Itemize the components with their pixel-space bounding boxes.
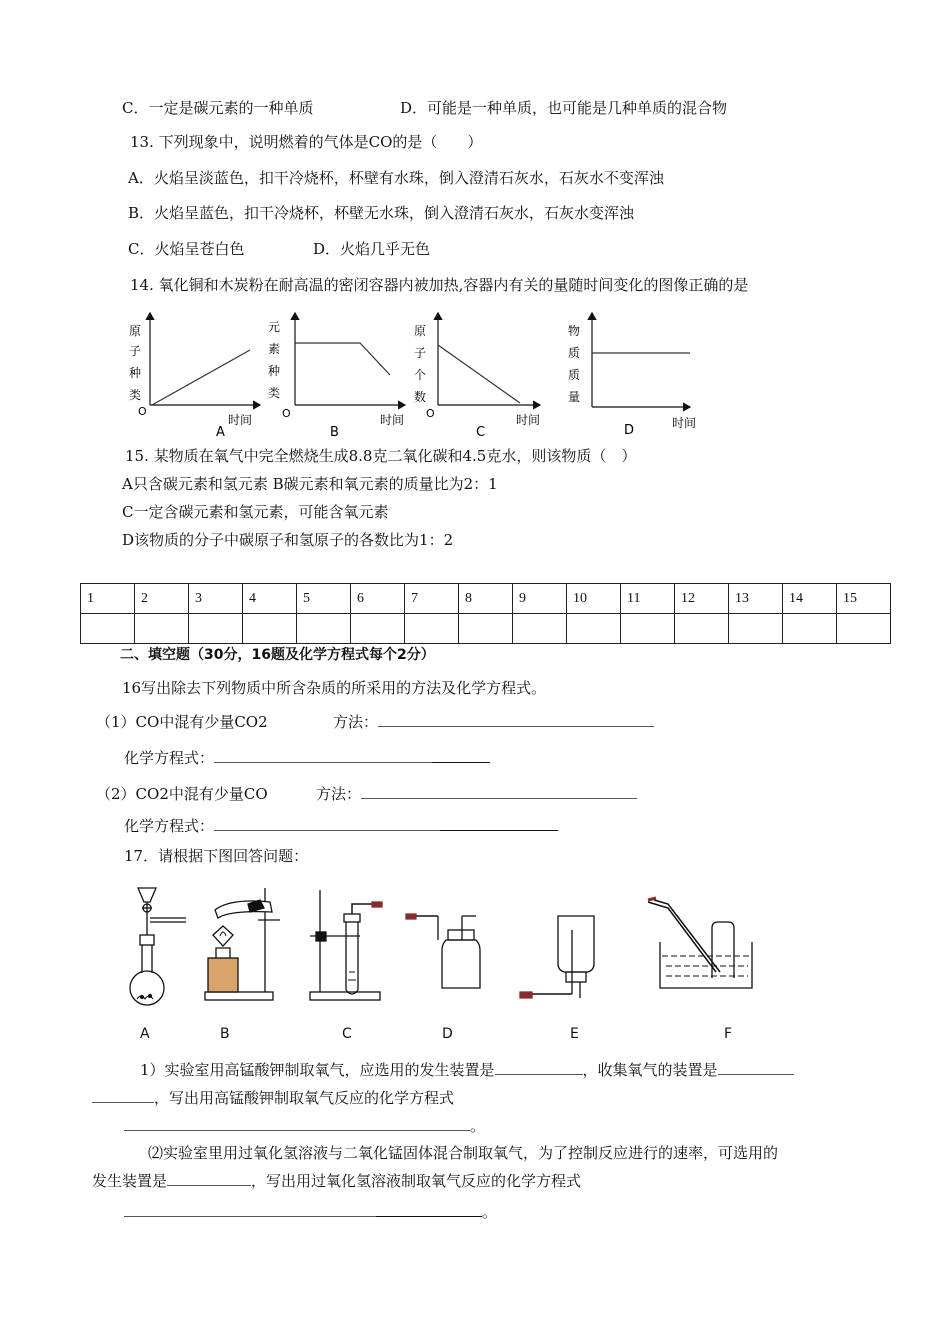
answer-cell[interactable] [81,614,135,644]
graph-d-y3: 质 [568,368,581,382]
q15-stem: 15. 某物质在氧气中完全燃烧生成8.8克二氧化碳和4.5克水，则该物质（ ） [125,447,637,465]
q15-option-ab: A只含碳元素和氢元素 B碳元素和氧元素的质量比为2：1 [122,475,498,493]
q13-option-b: B．火焰呈蓝色，扣干冷烧杯，杯壁无水珠，倒入澄清石灰水，石灰水变浑浊 [128,204,635,222]
q16-item1-equation-blank[interactable] [214,748,432,763]
q16-item2-equation-blank-ext[interactable] [440,816,558,831]
graph-c-y1: 原 [414,324,427,338]
graph-a-xlabel: 时间 [228,413,253,427]
graph-c-y3: 个 [414,368,427,382]
graph-d-label: D [624,423,635,438]
apparatus-label-a: A [140,1026,150,1042]
q16-item2-method [316,784,637,804]
q17-stem: 17．请根据下图回答问题： [124,847,309,865]
q17-p2-equation-blank[interactable] [124,1202,376,1217]
q16-item2-method-blank[interactable] [361,784,637,799]
q16-item1-equation-label: 化学方程式： [124,749,215,767]
q17-p2-c: ，写出用过氧化氢溶液制取氧气反应的化学方程式 [251,1172,582,1190]
q17-p2-generator-blank[interactable] [167,1171,251,1186]
answer-cell[interactable] [621,614,675,644]
q17-p1-line2 [92,1088,454,1108]
answer-cell[interactable] [837,614,891,644]
q13-option-d: D．火焰几乎无色 [313,240,431,258]
q14-graphs [120,305,720,445]
apparatus-d [406,914,480,988]
answer-header-cell: 12 [675,584,729,614]
apparatus-e [520,916,594,998]
section2-title: 二、填空题（30分，16题及化学方程式每个2分） [120,647,435,663]
answer-cell[interactable] [351,614,405,644]
graph-b-xlabel: 时间 [380,413,405,427]
apparatus-b [205,888,280,1000]
q16-item2-method-label: 方法： [316,785,362,803]
answer-cell[interactable] [405,614,459,644]
graph-b-y3: 种 [268,364,281,378]
q17-p2-a: ⑵实验室里用过氧化氢溶液与二氧化锰固体混合制取氧气，为了控制反应进行的速率，可选用的 [148,1144,779,1162]
answer-cell[interactable] [459,614,513,644]
graph-c-y2: 子 [414,346,427,360]
graph-a-origin: O [138,405,147,418]
graph-b-y1: 元 [268,320,281,334]
answer-cell[interactable] [675,614,729,644]
q13-option-c: C．火焰呈苍白色 [128,240,245,258]
graph-b-origin: O [282,407,291,420]
graph-d-xlabel: 时间 [672,416,697,430]
q17-p2-equation-blank-ext[interactable] [376,1202,482,1217]
q16-item1-method-label: 方法： [333,713,379,731]
answer-table-header-row [81,584,891,614]
q17-p1-c: ，写出用高锰酸钾制取氧气反应的化学方程式 [154,1089,455,1107]
graph-d-y2: 质 [568,346,581,360]
answer-header-cell: 3 [189,584,243,614]
apparatus-label-b: B [220,1026,230,1042]
graph-b-y2: 素 [268,342,281,356]
q16-item2-equation-blank[interactable] [214,816,440,831]
answer-header-cell: 14 [783,584,837,614]
answer-table-answer-row [81,614,891,644]
graph-a-y1: 原 [129,324,142,338]
q12-option-d: D．可能是一种单质，也可能是几种单质的混合物 [400,99,728,117]
graph-c-line [438,345,520,403]
graph-d [568,313,696,438]
q16-stem: 16写出除去下列物质中所含杂质的所采用的方法及化学方程式。 [122,679,547,697]
answer-cell[interactable] [729,614,783,644]
answer-header-cell: 15 [837,584,891,614]
graph-b-y4: 类 [268,386,281,400]
graph-c-xlabel: 时间 [516,413,541,427]
q16-item2-equation [124,816,558,836]
graph-a-y3: 种 [129,366,142,380]
answer-cell[interactable] [513,614,567,644]
q13-stem: 13. 下列现象中，说明燃着的气体是CO的是（ ） [130,133,483,151]
graph-a-label: A [216,425,225,440]
q13-option-a: A．火焰呈淡蓝色，扣干冷烧杯，杯壁有水珠，倒入澄清石灰水，石灰水不变浑浊 [128,169,664,187]
q17-p1-equation-blank[interactable] [124,1116,470,1131]
q15-option-d: D该物质的分子中碳原子和氢原子的各数比为1：2 [122,531,454,549]
q16-item1: （1）CO中混有少量CO2 [96,713,268,731]
q17-p2-line2 [92,1171,581,1191]
apparatus-c [310,890,382,1000]
graph-c [414,313,540,440]
graph-d-y1: 物 [568,324,581,338]
apparatus-f [648,898,752,988]
answer-cell[interactable] [783,614,837,644]
q16-item1-equation [124,748,490,768]
graph-c-y4: 数 [414,390,427,404]
answer-header-cell: 13 [729,584,783,614]
q15-option-c: C一定含碳元素和氢元素，可能含氧元素 [122,503,389,521]
answer-cell[interactable] [135,614,189,644]
graph-b-label: B [330,425,339,440]
answer-header-cell: 4 [243,584,297,614]
q17-p1-generator-blank[interactable] [495,1060,583,1075]
answer-header-cell: 2 [135,584,189,614]
graph-a-y4: 类 [129,388,142,402]
q16-item2-equation-label: 化学方程式： [124,817,215,835]
q17-p1-line3 [124,1116,485,1136]
q14-stem: 14. 氧化铜和木炭粉在耐高温的密闭容器内被加热,容器内有关的量随时间变化的图像正确的是 [130,276,749,294]
graph-a-line [152,350,250,405]
graph-a-y2: 子 [129,344,142,358]
answer-cell[interactable] [189,614,243,644]
q17-p2-b: 发生装置是 [92,1172,168,1190]
graph-d-y4: 量 [568,390,581,404]
q17-p1-collector-blank-cont[interactable] [92,1088,154,1103]
answer-header-cell: 6 [351,584,405,614]
q17-p1-collector-blank[interactable] [718,1060,794,1075]
apparatus-label-f: F [724,1026,733,1042]
q12-option-c: C．一定是碳元素的一种单质 [122,99,314,117]
answer-header-cell: 11 [621,584,675,614]
q17-p1-a: 1）实验室用高锰酸钾制取氧气，应选用的发生装置是 [140,1061,495,1079]
graph-b [268,313,405,440]
graph-c-label: C [476,425,486,440]
q16-item1-method-blank[interactable] [378,712,654,727]
q17-p1-line1 [140,1060,794,1080]
apparatus-label-e: E [570,1026,579,1042]
answer-cell[interactable] [297,614,351,644]
q17-p1-period: 。 [470,1117,486,1135]
answer-cell[interactable] [567,614,621,644]
q16-item2: （2）CO2中混有少量CO [96,785,268,803]
graph-a [129,313,260,440]
answer-header-cell: 8 [459,584,513,614]
answer-cell[interactable] [243,614,297,644]
answer-header-cell: 9 [513,584,567,614]
answer-header-cell: 5 [297,584,351,614]
q16-item1-method [333,712,654,732]
q16-item1-equation-blank-ext[interactable] [432,748,490,763]
q17-p1-b: ，收集氧气的装置是 [582,1061,718,1079]
apparatus-a [130,888,186,1005]
answer-table [80,583,891,644]
apparatus-label-d: D [442,1026,453,1042]
graph-b-line [295,343,390,375]
graph-c-origin: O [426,407,435,420]
q17-p2-period: 。 [482,1203,498,1221]
answer-header-cell: 7 [405,584,459,614]
apparatus-label-c: C [342,1026,352,1042]
answer-header-cell: 1 [81,584,135,614]
q17-p2-line3 [124,1202,497,1222]
q17-apparatus [120,880,770,1050]
answer-header-cell: 10 [567,584,621,614]
